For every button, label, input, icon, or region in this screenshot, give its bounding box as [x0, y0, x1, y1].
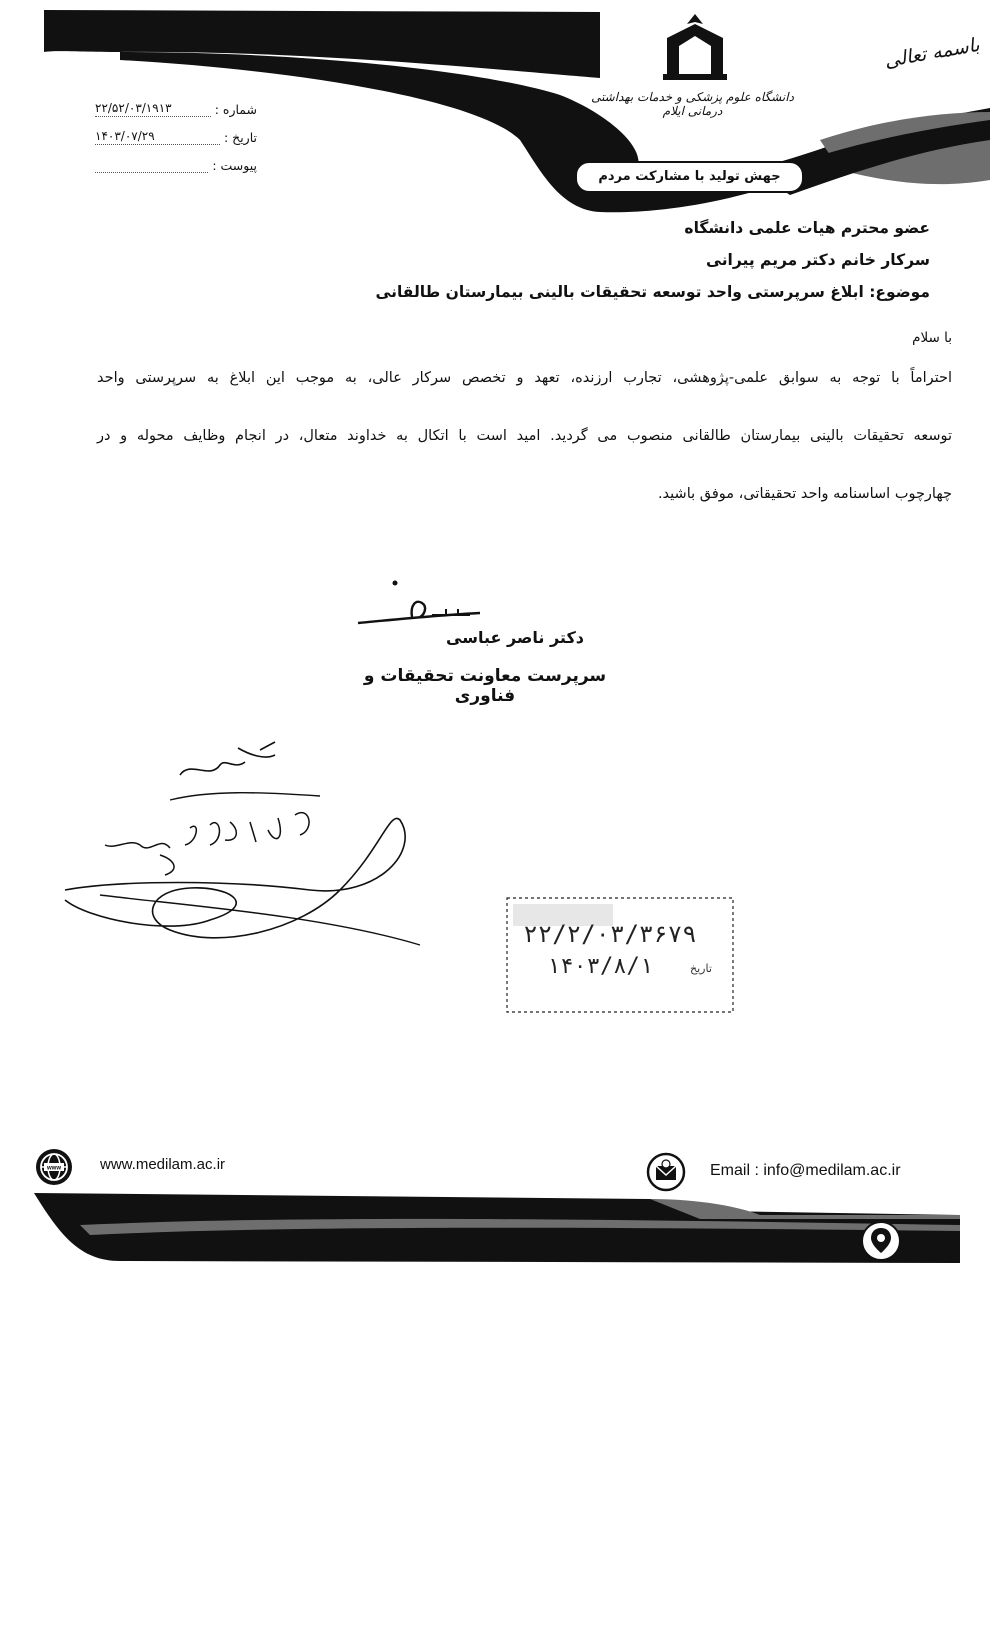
university-name: دانشگاه علوم پزشکی و خدمات بهداشتی درمانی ایلام	[591, 90, 794, 118]
greeting: با سلام	[912, 330, 952, 346]
signature-mark	[350, 575, 530, 635]
receipt-stamp	[505, 896, 735, 1014]
letter-attachment-row	[95, 151, 257, 173]
subject-line	[375, 283, 930, 301]
footer-website[interactable]: www.medilam.ac.ir	[100, 1156, 226, 1173]
stamp-number: ۲۲/۲/۰۳/۳۶۷۹	[523, 920, 697, 948]
letter-number-label: شماره :	[214, 102, 257, 117]
signer-name: دکتر ناصر عباسی	[446, 628, 584, 647]
university-logo	[655, 12, 735, 82]
letter-date-value: ۱۴۰۳/۰۷/۲۹	[95, 129, 220, 145]
slogan-text: جهش تولید با مشارکت مردم	[598, 169, 781, 184]
letter-date-label: تاریخ :	[223, 130, 257, 145]
letter-number-row	[95, 95, 257, 117]
letter-attachment-value	[95, 171, 208, 173]
header-motto: باسمه تعالی	[882, 33, 982, 73]
body-line-3: چهارچوب اساسنامه واحد تحقیقاتی، موفق باشید.	[657, 486, 952, 502]
body-line-1: احتراماً با توجه به سوابق علمی-پژوهشی، تجارب ارزنده، تعهد و تخصص سرکار عالی، به موجب این ابلاغ به سرپرستی واحد	[97, 370, 952, 386]
letter-date-row	[95, 123, 257, 145]
signer-title: سرپرست معاونت تحقیقات و فناوری	[363, 666, 607, 706]
footer-email[interactable]: Email : info@medilam.ac.ir	[710, 1162, 901, 1179]
subject-label: موضوع:	[869, 283, 930, 301]
slogan-banner	[575, 161, 804, 193]
location-pin-icon	[860, 1220, 902, 1262]
body-line-2: توسعه تحقیقات بالینی بیمارستان طالقانی منصوب می گردید. امید است با اتکال به خداوند متعال، در انجام وظایف محوله و در	[97, 428, 952, 444]
recipient-line-1: عضو محترم هیات علمی دانشگاه	[684, 219, 930, 237]
letter-attachment-label: پیوست :	[212, 158, 257, 173]
footer-band	[0, 1185, 1000, 1275]
svg-text:www: www	[46, 1165, 62, 1172]
subject-text: ابلاغ سرپرستی واحد توسعه تحقیقات بالینی بیمارستان طالقانی	[375, 283, 864, 301]
letter-number-value: ۲۲/۵۲/۰۳/۱۹۱۳	[95, 101, 211, 117]
recipient-line-2: سرکار خانم دکتر مریم پیرانی	[706, 251, 930, 269]
stamp-date-label: تاریخ	[690, 962, 712, 975]
handwritten-annotation	[60, 730, 440, 960]
stamp-date: ۱۴۰۳/۸/۱	[547, 954, 653, 979]
globe-icon	[34, 1147, 74, 1187]
